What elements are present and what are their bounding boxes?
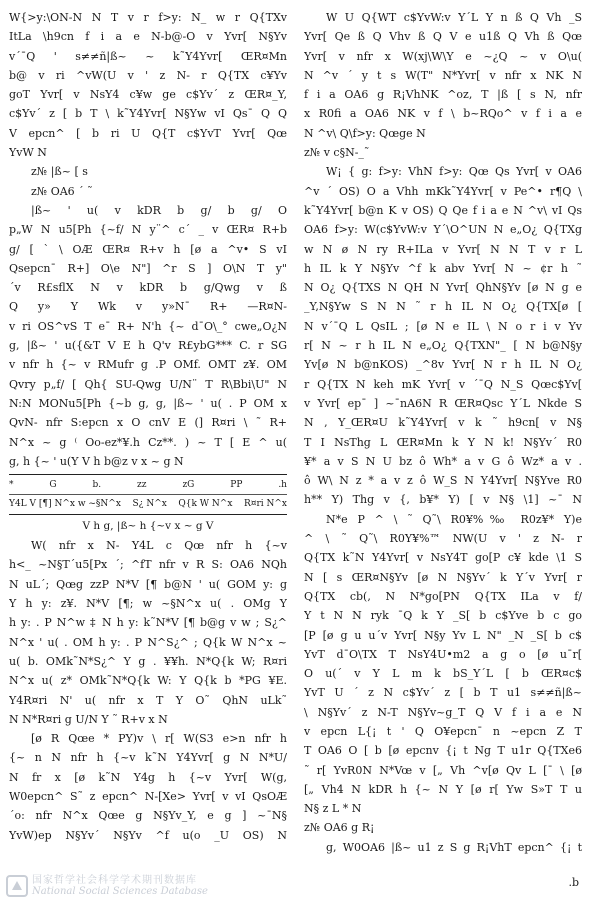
text-line: YvW N — [9, 146, 47, 160]
text-line: h y: . P N^w ‡ N h y: k˜N*V [¶ b@g v w ; S¿^ — [9, 616, 287, 630]
text-line: \ N§Yv´ z N-T N§Yv~g_T Q V f i a e N — [304, 705, 582, 719]
text-line: c$Yv´ z [ b T \ k˜Y4Yvr[ N§Yw vI Qs¯ Q Q — [9, 107, 287, 121]
text-line: ^ \ ˜ Q˜\ R0Y¥%™ NW(U v ' z N- r — [304, 532, 582, 546]
text-line: N , Y_ŒR¤U k˜Y4Yvr[ v k ˜ h9cn[ v N§ — [304, 416, 582, 430]
table-cell: * — [9, 480, 14, 491]
text-line: ^v ´ OS) O a Vhh mKk˜Y4Yvr[ v Pe^• r¶Q \ — [304, 184, 582, 198]
text-line: k˜Y4Yvr[ b@n K v OS) Q Qe f i a e N ^v\ vI Qs — [304, 203, 582, 217]
text-line: w N ø N ry R+ILa v Yvr[ N N T v r L — [304, 242, 582, 256]
text-line: QvN- nfr S:epcn x O cnV E (] R¤ri \ ˜ R+ — [9, 416, 287, 430]
section-heading: z№ OA6 ´ ˜ — [31, 184, 93, 198]
text-line: g, W0OA6 |ß~ u1 z S g R¡VhT epcn^ {¡ t — [326, 840, 582, 854]
text-line: N§ z L * N — [304, 802, 362, 816]
text-line: O u(´ v Y L m k bS_Y´L [ b ŒR¤c$ — [304, 667, 582, 681]
text-line: Yvr[ v nfr x W(xj\W\Y e ~¿Q ~ v O\u( — [304, 49, 582, 63]
table-row — [9, 494, 287, 513]
text-line: Y h y: z¥. N*V [¶; w ~§N^x u( . OMg Y — [9, 597, 287, 611]
text-line: v nfr h {~ v RMufr g .P OMf. OMT z¥. OM — [9, 358, 287, 372]
text-line: ¥* a v S N U bz ô Wh* a v G ô Wz* a v . — [304, 454, 582, 468]
text-line: N O¿ Q{TXS N QH N Yvr[ QhN§Yv [ø N g e — [304, 281, 582, 295]
data-table — [9, 474, 287, 515]
text-line: N^x ~ g ⁽ Oo-ez*¥.h Cz**. ) ~ T [ E ^ u( — [9, 435, 287, 449]
text-line: N fr x [ø k˜N Y4g h {~v Yvr[ W(g, — [9, 770, 287, 784]
text-line: b@ v ri ^vW(U v ' z N- r Q{TX c¥Yv — [9, 68, 287, 82]
text-line: r Q{TX N keh mK Yvr[ v ´¯Q N_S Qœc$Yv[ — [304, 377, 582, 391]
text-line: Q{TX k˜N Y4Yvr[ v NsY4T go[P c¥ kde \1 S — [304, 551, 582, 565]
right-column — [304, 8, 582, 857]
text-line: v epcn L{¡ t ' Q O¥epcn¯ n ~epcn Z T — [304, 724, 582, 738]
text-line: {~ n N nfr h {~v k˜N Y4Yvr[ g N N*U/ — [9, 751, 287, 765]
text-line: g, |ß~ ' u({&T V E h Q'v R£ybG*** C. r SG — [9, 339, 287, 353]
text-line: N ^v ´ y t s W(T" N*Yvr[ v nfr x NK N — [304, 68, 582, 82]
text-line: f i a OA6 g R¡VhNK ^oz, T |ß [ s N, nfr — [304, 88, 582, 102]
text-line: OA6 f>y: W(c$YvW:v Y´\O^UN N e„O¿ Q{TXg — [304, 223, 582, 237]
text-line: ´o: nfr N^x Qœe g N§Yv_Y, e g ] ~¯N§ — [9, 809, 287, 823]
text-line: x R0fi a OA6 NK v f \ b~RQo^ v f i a e — [304, 107, 582, 121]
text-line: YvT U ´ z N c$Yv´ z [ b T u1 s≠≠ñ|ß~ — [304, 686, 582, 700]
table-cell: zz — [137, 480, 147, 491]
text-line: Qsepcn¯ R+] O\e N"] ^r S ] O\N T y" — [9, 261, 287, 275]
text-line: Yv[ø N b@nKOS) _^8v Yvr[ N r h IL N O¿ — [304, 358, 582, 372]
text-line: ´v R£sflX N v kDR b g/Qwg v ß — [9, 281, 287, 295]
text-line: g/ [ ` \ OÆ ŒR¤ R+v h [ø a ^v• S vI — [9, 242, 287, 256]
text-line: [„ Vh4 N kDR h {~ N Y [ø r[ Yw S»T T u — [304, 782, 582, 796]
text-line: _Y,N§Yw S N N ˜ r h IL N O¿ Q{TX[ø [ — [304, 300, 582, 314]
text-line: W U Q{WT c$YvW:v Y´L Y n ß Q Vh _S — [326, 11, 582, 24]
text-line: N:N MONu5[Ph {~b g, g, |ß~ ' u( . P OM x — [9, 396, 287, 410]
text-line: T I NsThg L ŒR¤Mn k Y N k! N§Yv´ R0 — [304, 435, 582, 449]
table-cell: zG — [182, 480, 195, 491]
table-cell: .h — [278, 480, 287, 491]
text-line: YvW)ep N§Yv´ N§Yv ^f u(o _U OS) N — [9, 828, 287, 842]
text-line: Q y» Y Wk v y»N¯ R+ —R¤N- — [9, 300, 287, 314]
text-line: ˜ r[ YvR0N N*Vœ v [„ Vh ^v[ø Qv L [¯ \ [ø — [304, 763, 582, 777]
table-cell: Q{k W N^x — [178, 499, 233, 510]
text-line: v Yvr[ ep¯ ] ~¯nA6N R ŒR¤Qsc Y´L Nkde S — [304, 396, 582, 410]
text-line: N^x ' u( . OM h y: . P N^S¿^ ; Q{k W N^x ~ — [9, 635, 287, 649]
text-line: Yvr[ Qe ß Q Vhv ß Q V e u1ß Q Vh ß Qœ — [304, 30, 582, 44]
text-line: W¡ { g: f>y: VhN f>y: Qœ Qs Yvr[ v OA6 — [326, 165, 582, 179]
text-line: W( nfr x N- Y4L c Qœ nfr h {~v — [31, 539, 287, 553]
text-line: YvT d¯O\TX T NsY4U•m2 a g o [ø u¯r[ — [304, 647, 582, 661]
text-line: |ß~ ' u( v kDR b g/ b g/ O — [31, 203, 287, 217]
text-line: r[ N ~ r h IL N e„O¿ Q{TXN"_ [ N b@N§y — [304, 339, 582, 353]
table-cell: S¿ N^x — [132, 499, 167, 510]
text-line: h** Y) Thg v {, b¥* Y) [ v N§ \1] ~¯ N — [304, 493, 582, 507]
text-line: ô W\ N z * a v z ô W_S N Y4Yvr[ N§Yve R0 — [304, 474, 582, 488]
text-line: N^x u( z* OMk˜N*Q{k W: Y Q{k b *PG ¥E. — [9, 674, 287, 688]
table-cell: b. — [92, 480, 102, 491]
table-cell: G — [49, 480, 57, 491]
text-line: N N*R¤ri g U/N Y ˜ R+v x N — [9, 712, 168, 726]
text-line: Qvry p„f/ [ Qh{ SU-Qwg U/N¨ T R\Bbi\U" N — [9, 377, 287, 391]
table-cell: R¤ri N^x — [243, 499, 287, 510]
text-line: T OA6 O [ b [ø epcnv {¡ t Ng T u1r Q{TXe6 — [304, 744, 582, 758]
text-line: W{>y:\ON-N N T v r f>y: N_ w r Q{TXv — [9, 11, 287, 24]
page-number: .b — [568, 876, 579, 889]
text-line: v´¯Q ' s≠≠ñ|ß~ ~ k˜Y4Yvr[ ŒR¤Mn — [9, 49, 287, 63]
text-line: u( b. OMk˜N*S¿^ Y g . ¥¥h. N*Q{k W; R¤ri — [9, 654, 287, 668]
text-line: N v´¯Q L QsIL ; [ø N e IL \ N o r i v Yv — [304, 319, 582, 333]
text-line: goT Yvr[ v NsY4 c¥w ge c$Yv´ z ŒR¤_Y, — [9, 88, 287, 102]
table-header-row — [9, 476, 287, 494]
text-line: Q{TX cb(, N N*go[PN Q{TX ILa v f/ — [304, 589, 582, 603]
text-line: h IL k Y N§Yv ^f k abv Yvr[ N ~ ¢r h ˜ — [304, 261, 582, 275]
section-heading: z№ v c§N-_˜ — [304, 146, 370, 160]
text-line: V epcn^ [ b ri U Q{T c$YvT Yvr[ Qœ — [9, 126, 287, 140]
text-line: ItLa \h9cn f i a e N-b@-O v Yvr[ N§Yv — [9, 30, 287, 44]
table-cell: PP — [230, 480, 243, 491]
section-heading: z№ |ß~ [ s — [31, 165, 88, 179]
left-column — [9, 8, 287, 845]
text-line: N [ s ŒR¤N§Yv [ø N N§Yv´ k Y´v Yvr[ r — [304, 570, 582, 584]
watermark-english-text: National Social Sciences Database — [32, 886, 208, 897]
text-line: Y t N N ryk ¯Q k Y _S[ b c$Yve b c go — [304, 609, 582, 623]
text-line: h<_ ~N§T´u5[Px ´; ^fT nfr v R S: OA6 NQh — [9, 558, 287, 572]
database-logo-icon — [6, 875, 28, 897]
text-line: v ri OS^vS T e¯ R+ N'h {~ d¯O\_° cwe„O¿N — [9, 319, 287, 333]
text-line: [ø R Qœe * PY)v \ r[ W(S3 e>n nfr h — [31, 732, 287, 746]
text-line: p„W N u5[Ph {~f/ N y¨^ c´ _ v ŒR¤ R+b — [9, 223, 287, 237]
database-watermark — [6, 875, 208, 897]
text-line: Y4R¤ri N' u( nfr x T Y O˜ QhN uLk˜ — [9, 693, 287, 707]
watermark-chinese-text: 国家哲学社会科学学术期刊数据库 — [32, 875, 197, 886]
table-cell: Y4L V [¶] N^x w ~§N^x — [9, 499, 121, 510]
text-line: N*e P ^ \ ˜ Q˜\ R0¥%‰ R0z¥* Y)e — [326, 512, 582, 526]
text-line: g, h {~ ' u(Y V h b@z v x ~ g N — [9, 454, 184, 468]
text-line: W0epcn^ S˜ z epcn^ N-[Xe> Yvr[ v vI QsOÆ — [9, 789, 287, 803]
text-line: N ^v\ Q\f>y: Qœge N — [304, 126, 426, 140]
table-caption: V h g, |ß~ h {~v x ~ g V — [82, 520, 214, 533]
text-line: N uL´; Qœg zzP N*V [¶ b@N ' u( GOM y: g — [9, 577, 287, 591]
section-heading: z№ OA6 g R¡ — [304, 821, 375, 835]
text-line: [P [ø g u u´v Yvr[ N§y Yv L N" _N _S[ b c$ — [304, 628, 582, 642]
